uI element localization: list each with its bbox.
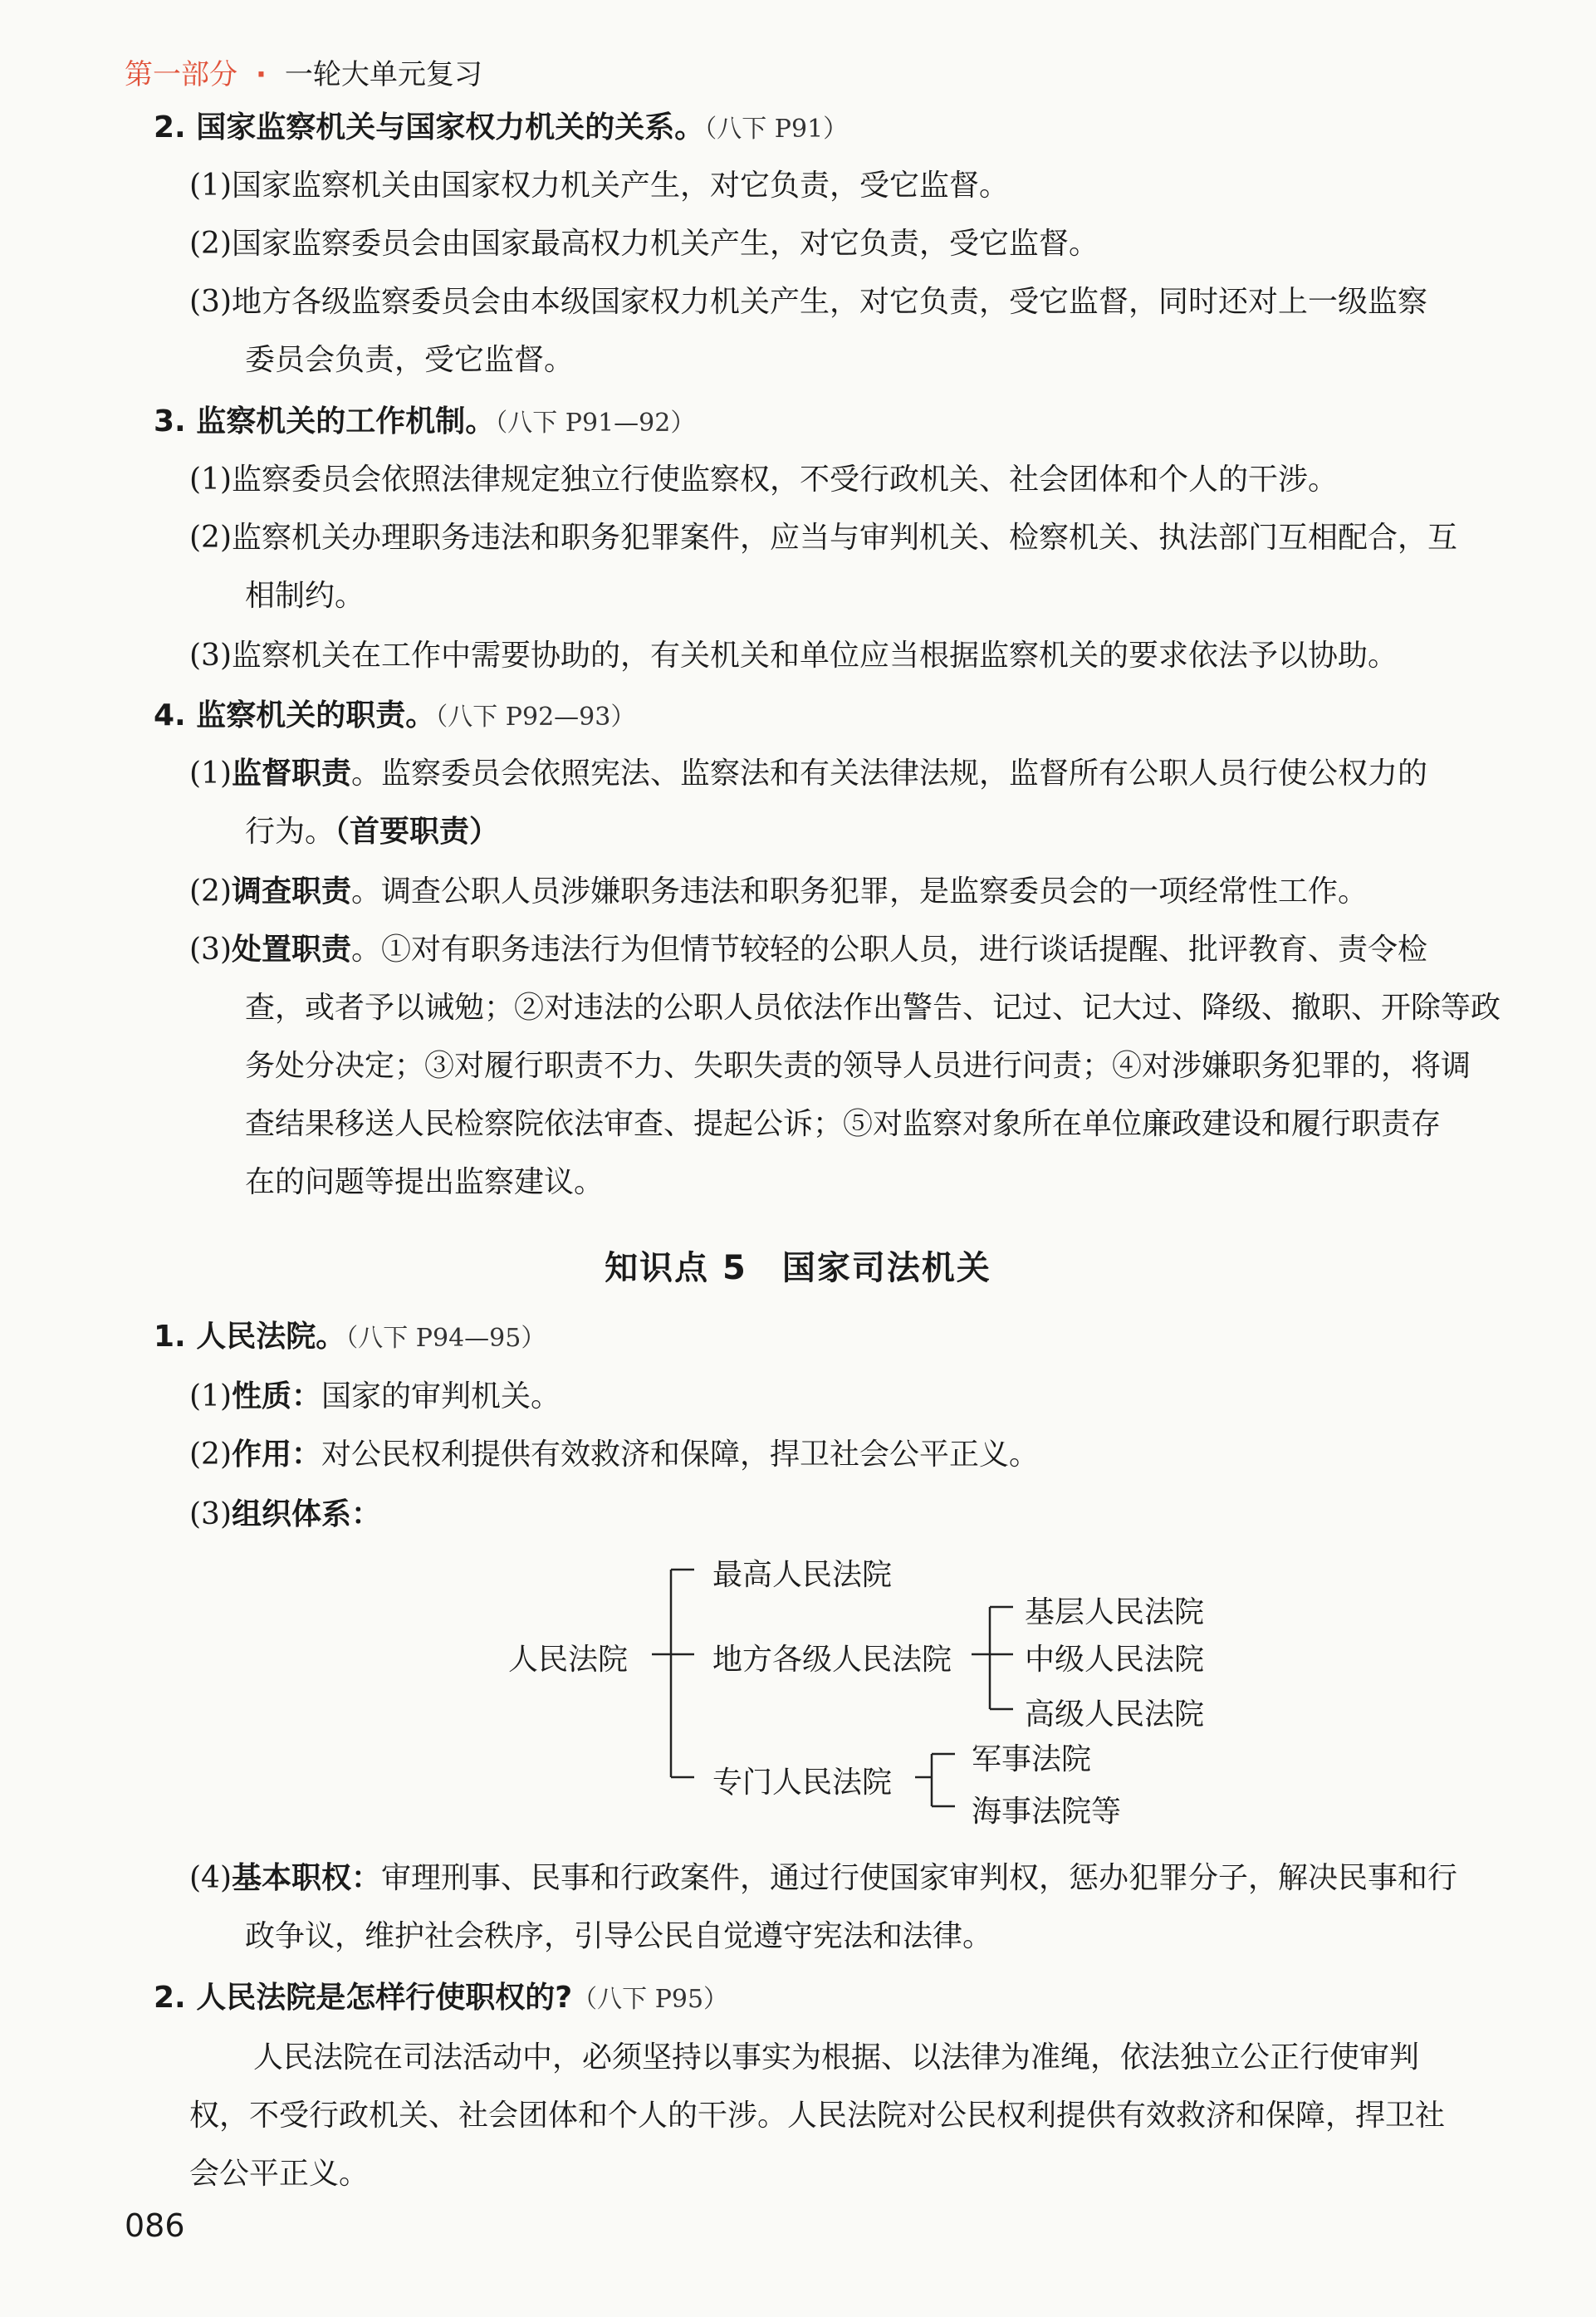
basic-powers-line-b: 政争议，维护社会秩序，引导公民自觉遵守宪法和法律。 [245, 1919, 993, 1953]
s5-item-2-heading [154, 1977, 728, 2021]
text: 。①对有职务违法行为但情节较轻的公职人员，进行谈话提醒、批评教育、责令检 [351, 933, 1428, 967]
node-local-courts: 地方各级人民法院 [712, 1643, 952, 1677]
text: 。监察委员会依照宪法、监察法和有关法律法规，监督所有公职人员行使公权力的 [351, 757, 1428, 791]
node-high-court: 高级人民法院 [1025, 1697, 1205, 1732]
text: 对公民权利提供有效救济和保障，捍卫社会公平正义。 [321, 1438, 1040, 1472]
node-military-court: 军事法院 [972, 1742, 1092, 1776]
num: (2) [189, 1438, 232, 1472]
text: 国家的审判机关。 [321, 1379, 561, 1413]
text: 。调查公职人员涉嫌职务违法和职务犯罪，是监察委员会的一项经常性工作。 [351, 874, 1368, 909]
section-title: 知识点 5 国家司法机关 [605, 1249, 991, 1287]
s5-item-1-heading [154, 1315, 546, 1360]
text: 审理刑事、民事和行政案件，通过行使国家审判权，惩办犯罪分子，解决民事和行 [381, 1861, 1458, 1895]
item-4-point-1b [245, 811, 499, 854]
basic-powers-line-a [189, 1857, 1457, 1900]
node-people-court: 人民法院 [508, 1643, 629, 1677]
num: (1) [189, 757, 232, 791]
node-supreme-court: 最高人民法院 [712, 1558, 893, 1592]
label: 作用： [232, 1438, 322, 1472]
num: (1) [189, 1379, 232, 1413]
item-3-heading [154, 400, 695, 445]
item-4-point-1a [189, 752, 1427, 796]
num: (3) [189, 933, 232, 967]
s5-item-1-title: 1. 人民法院。 [154, 1320, 346, 1354]
item-4-point-3e: 在的问题等提出监察建议。 [245, 1165, 605, 1199]
label: 组织体系： [232, 1497, 382, 1531]
item-4-heading [154, 694, 635, 739]
s5-item-2-ref: （八下 P95） [572, 1985, 729, 2014]
s5-item-2-para-b: 权，不受行政机关、社会团体和个人的干涉。人民法院对公民权利提供有效救济和保障，捍卫社 [189, 2099, 1446, 2133]
num: (3) [189, 1497, 232, 1531]
nature-line [189, 1375, 561, 1418]
page-number: 086 [125, 2207, 185, 2244]
s5-item-1-ref: （八下 P94—95） [345, 1324, 546, 1353]
item-4-title: 4. 监察机关的职责。 [154, 698, 436, 732]
item-3-point-1: (1)监察委员会依照法律规定独立行使监察权，不受行政机关、社会团体和个人的干涉。 [189, 463, 1338, 497]
item-2-point-2: (2)国家监察委员会由国家最高权力机关产生，对它负责，受它监督。 [189, 227, 1099, 261]
item-2-point-1: (1)国家监察机关由国家权力机关产生，对它负责，受它监督。 [189, 169, 1009, 203]
num: (4) [189, 1861, 232, 1895]
investigation-duty: 调查职责 [232, 874, 352, 909]
text: 行为。 [245, 815, 335, 849]
header-subtitle: 一轮大单元复习 [284, 58, 482, 91]
item-3-point-3: (3)监察机关在工作中需要协助的，有关机关和单位应当根据监察机关的要求依法予以协助。 [189, 639, 1398, 673]
item-4-point-3c: 务处分决定；③对履行职责不力、失职失责的领导人员进行问责；④对涉嫌职务犯罪的，将调 [245, 1049, 1471, 1083]
disposal-duty: 处置职责 [232, 933, 352, 967]
item-2-heading [154, 106, 848, 151]
org-system-line [189, 1493, 381, 1536]
item-2-point-3a: (3)地方各级监察委员会由本级国家权力机关产生，对它负责，受它监督，同时还对上一级监察 [189, 285, 1427, 319]
primary-duty-note: （首要职责） [335, 815, 500, 849]
s5-item-2-para-c: 会公平正义。 [189, 2157, 370, 2191]
node-intermediate-court: 中级人民法院 [1025, 1643, 1205, 1677]
item-4-point-2 [189, 870, 1368, 914]
item-3-title: 3. 监察机关的工作机制。 [154, 404, 496, 438]
running-header [125, 51, 482, 92]
item-4-point-3d: 查结果移送人民检察院依法审查、提起公诉；⑤对监察对象所在单位廉政建设和履行职责存 [245, 1107, 1442, 1141]
item-4-point-3b: 查，或者予以诫勉；②对违法的公职人员依法作出警告、记过、记大过、降级、撤职、开除等政 [245, 991, 1501, 1025]
item-4-ref: （八下 P92—93） [435, 703, 636, 732]
item-2-title: 2. 国家监察机关与国家权力机关的关系。 [154, 110, 705, 145]
item-2-ref: （八下 P91） [704, 115, 849, 144]
node-basic-court: 基层人民法院 [1025, 1595, 1205, 1629]
item-3-ref: （八下 P91—92） [495, 409, 696, 438]
function-line [189, 1433, 1039, 1477]
supervision-duty: 监督职责 [232, 757, 352, 791]
label: 性质： [232, 1379, 322, 1413]
item-4-point-3a [189, 928, 1427, 972]
label: 基本职权： [232, 1861, 382, 1895]
item-2-point-3b: 委员会负责，受它监督。 [245, 343, 575, 377]
s5-item-2-title: 2. 人民法院是怎样行使职权的? [154, 1981, 573, 2015]
header-dot: · [256, 58, 267, 91]
item-3-point-2a: (2)监察机关办理职务违法和职务犯罪案件，应当与审判机关、检察机关、执法部门互相配合，互 [189, 521, 1457, 555]
node-special-courts: 专门人民法院 [712, 1766, 893, 1800]
s5-item-2-para-a: 人民法院在司法活动中，必须坚持以事实为根据、以法律为准绳，依法独立公正行使审判 [253, 2040, 1420, 2075]
item-3-point-2b: 相制约。 [245, 579, 365, 613]
node-maritime-court: 海事法院等 [972, 1795, 1122, 1829]
header-part: 第一部分 [125, 58, 237, 91]
num: (2) [189, 874, 232, 909]
